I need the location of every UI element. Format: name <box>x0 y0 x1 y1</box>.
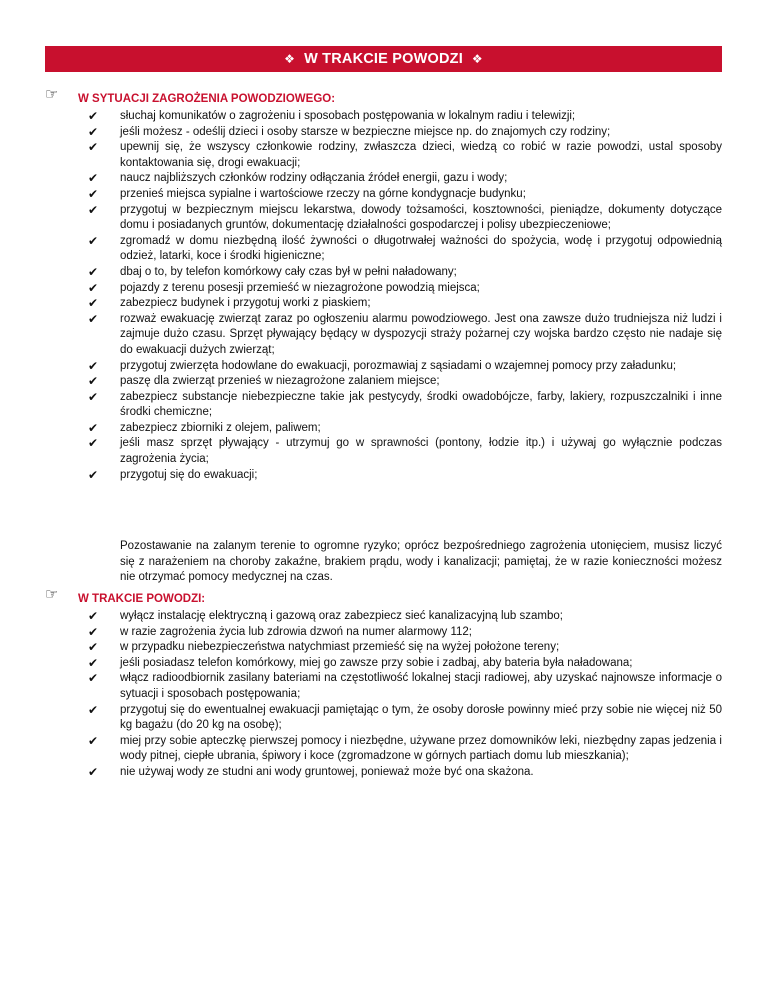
check-icon: ✔ <box>88 358 99 373</box>
list-item: ✔ w razie zagrożenia życia lub zdrowia dzwoń na numer alarmowy 112; <box>88 624 472 639</box>
list-item: ✔ jeśli masz sprzęt pływający - utrzymuj go w sprawności (pontony, łodzie itp.) i używaj go wyłącznie podczas zagrożenia życia; <box>88 436 722 466</box>
list-item: ✔ paszę dla zwierząt przenieś w niezagrożone zalaniem miejsce; <box>88 374 440 389</box>
list-item: ✔ w przypadku niebezpieczeństwa natychmiast przemieść się na wyżej położone tereny; <box>88 640 560 655</box>
list-item: ✔ rozważ ewakuację zwierząt zaraz po ogłoszeniu alarmu powodziowego. Jest ona zawsze dużo trudniejsza niż ludzi i zajmuje dużo czasu. Sprzęt pływający będący w dyspozycji straży pożarnej czy wojska bardzo często nie nadaje się do ewakuacji dużych zwierząt; <box>88 311 722 356</box>
check-icon: ✔ <box>88 609 99 623</box>
check-icon: ✔ <box>88 389 99 404</box>
list-item: ✔ miej przy sobie apteczkę pierwszej pomocy i niezbędne, używane przez domowników leki, niezbędny zapas jedzenia i wody pitnej, ciepłe ubrania, śpiwory i koce (zgromadzone w górnych partiach domu lub mieszkania); <box>88 733 722 763</box>
check-icon: ✔ <box>88 124 99 139</box>
list-item: ✔ przenieś miejsca sypialne i wartościowe rzeczy na górne kondygnacje budynku; <box>88 186 526 201</box>
list-item: ✔ włącz radioodbiornik zasilany bateriami na częstotliwość lokalnej stacji radiowej, aby uzyskać najnowsze informacje o sytuacji i sposobach postępowania; <box>88 671 722 700</box>
check-icon: ✔ <box>88 702 99 717</box>
check-icon: ✔ <box>88 420 99 435</box>
check-icon: ✔ <box>88 374 99 389</box>
list-item: ✔ jeśli posiadasz telefon komórkowy, miej go zawsze przy sobie i zadbaj, aby bateria była naładowana; <box>88 655 633 670</box>
risk-note: Pozostawanie na zalanym terenie to ogromne ryzyko; oprócz bezpośredniego zagrożenia utonięciem, musisz liczyć się z narażeniem na choroby zakaźne, brakiem prądu, wody i kanalizacji; pamiętaj, że w razie konieczności możesz nie otrzymać pomocy medycznej na czas. <box>120 540 722 584</box>
check-icon: ✔ <box>88 202 99 217</box>
title-banner <box>45 46 722 72</box>
check-icon: ✔ <box>88 296 99 311</box>
check-icon: ✔ <box>88 280 99 295</box>
pointing-hand-icon: ☞ <box>45 86 59 103</box>
pointing-hand-icon: ☞ <box>45 586 59 603</box>
list-item: ✔ jeśli możesz - odeślij dzieci i osoby starsze w bezpieczne miejsce np. do znajomych czy rodziny; <box>88 124 611 139</box>
section-title-threat: W SYTUACJI ZAGROŻENIA POWODZIOWEGO: <box>78 93 336 105</box>
check-icon: ✔ <box>88 140 99 155</box>
threat-checklist <box>88 109 722 483</box>
check-icon: ✔ <box>88 171 99 186</box>
diamond-icon: ❖ <box>284 52 296 66</box>
check-icon: ✔ <box>88 467 99 482</box>
list-item: ✔ przygotuj w bezpiecznym miejscu lekarstwa, dowody tożsamości, kosztowności, pieniądze, dokumenty dotyczące domu i posiadanych gruntów, dokumentację działalności gospodarczej i polisy ubezpieczeniowe; <box>88 202 722 232</box>
list-item: ✔ przygotuj się do ewakuacji; <box>88 467 258 482</box>
list-item: ✔ naucz najbliższych członków rodziny odłączania źródeł energii, gazu i wody; <box>88 171 508 186</box>
list-item: ✔ zabezpiecz budynek i przygotuj worki z piaskiem; <box>88 296 371 311</box>
check-icon: ✔ <box>88 655 99 670</box>
list-item: ✔ zabezpiecz substancje niebezpieczne takie jak pestycydy, środki owadobójcze, farby, lakiery, rozpuszczalniki i inne środki chemiczne; <box>88 389 722 419</box>
check-icon: ✔ <box>88 671 99 686</box>
list-item: ✔ słuchaj komunikatów o zagrożeniu i sposobach postępowania w lokalnym radiu i telewizji; <box>88 109 576 123</box>
check-icon: ✔ <box>88 264 99 279</box>
section-title-during-flood: W TRAKCIE POWODZI: <box>78 593 206 605</box>
list-item: ✔ wyłącz instalację elektryczną i gazową oraz zabezpiecz sieć kanalizacyjną lub szambo; <box>88 609 563 623</box>
list-item: ✔ dbaj o to, by telefon komórkowy cały czas był w pełni naładowany; <box>88 264 457 279</box>
list-item: ✔ zgromadź w domu niezbędną ilość żywności o długotrwałej ważności do spożycia, wodę i przygotuj odpowiednią odzież, latarki, koce i środki higieniczne; <box>88 233 722 263</box>
list-item: ✔ nie używaj wody ze studni ani wody gruntowej, ponieważ może być ona skażona. <box>88 764 534 779</box>
list-item: ✔ przygotuj się do ewentualnej ewakuacji pamiętając o tym, że osoby dorosłe powinny mieć przy sobie nie więcej niż 50 kg bagażu (do 20 kg na osobę); <box>88 702 722 732</box>
page-title: W TRAKCIE POWODZI <box>304 51 463 67</box>
check-icon: ✔ <box>88 764 99 779</box>
check-icon: ✔ <box>88 436 99 451</box>
list-item: ✔ przygotuj zwierzęta hodowlane do ewakuacji, porozmawiaj z sąsiadami o wzajemnej pomocy przy załadunku; <box>88 358 677 373</box>
list-item: ✔ pojazdy z terenu posesji przemieść w niezagrożone powodzią miejsca; <box>88 280 480 295</box>
list-item: ✔ upewnij się, że wszyscy członkowie rodziny, zwłaszcza dzieci, wiedzą co robić w razie powodzi, ustal sposoby kontaktowania się, drogi ewakuacji; <box>88 140 722 169</box>
check-icon: ✔ <box>88 624 99 639</box>
list-item: ✔ zabezpiecz zbiorniki z olejem, paliwem; <box>88 420 321 435</box>
check-icon: ✔ <box>88 733 99 748</box>
diamond-icon: ❖ <box>471 52 483 66</box>
check-icon: ✔ <box>88 109 99 123</box>
check-icon: ✔ <box>88 311 99 326</box>
check-icon: ✔ <box>88 233 99 248</box>
check-icon: ✔ <box>88 640 99 655</box>
check-icon: ✔ <box>88 186 99 201</box>
during-flood-checklist <box>88 609 722 781</box>
